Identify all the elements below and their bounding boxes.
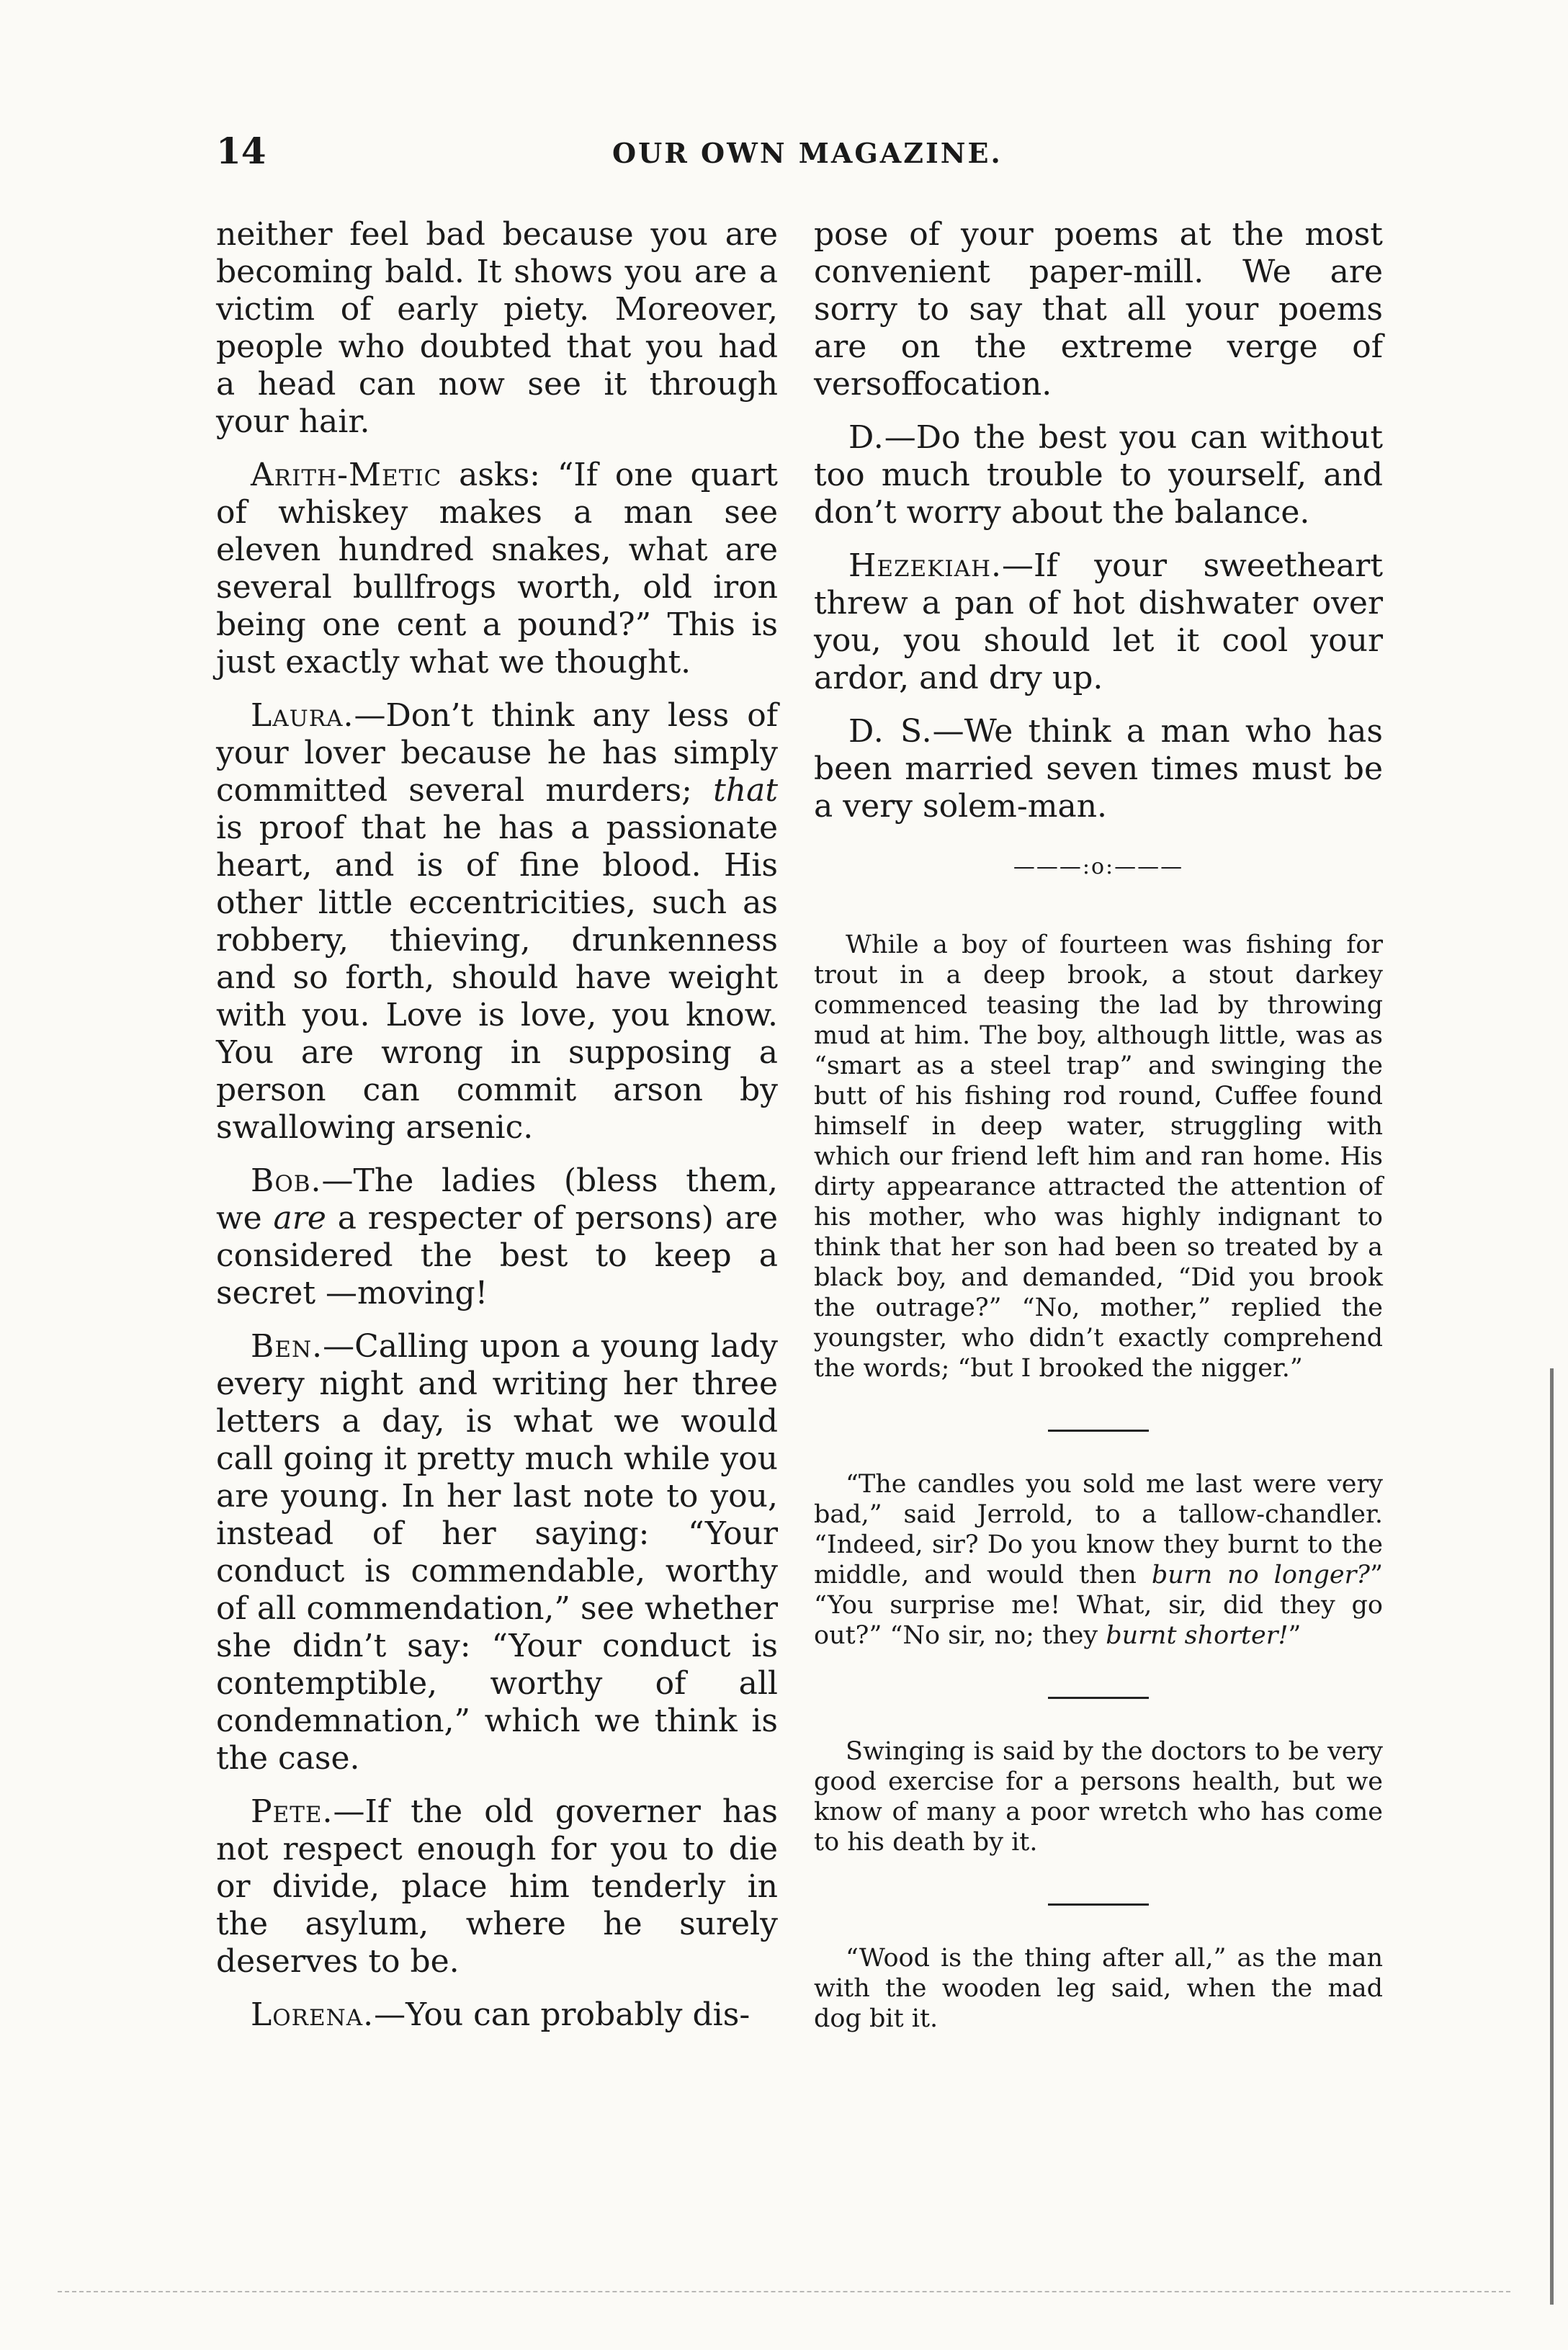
emphasis: burn no longer? <box>1151 1561 1371 1589</box>
correspondent-name: Ben. <box>251 1328 323 1365</box>
correspondent-name: Pete. <box>251 1793 333 1830</box>
answer-text: —We think a man who has been married seven times must be a very solem-man. <box>814 713 1383 825</box>
answer-text: is proof that he has a passionate heart, and is of fine blood. His other little eccentricities, such as robbery, thieving, drunkenness and so forth, should have weight with you. Love is love, you know. You are wrong in supposing a person can commit arson by swallowing arsenic. <box>216 810 778 1146</box>
section-divider: ———:o:——— <box>1013 854 1184 879</box>
paragraph <box>814 547 1383 697</box>
correspondent-name: Laura. <box>251 697 354 734</box>
paragraph <box>814 419 1383 532</box>
answer-text: a respecter of persons) are considered the best to keep a secret —moving! <box>216 1200 779 1311</box>
emphasis: burnt shorter! <box>1106 1621 1289 1650</box>
answer-text: —Calling upon a young lady every night and writing her three letters a day, is what we would call going it pretty much while you are young. In her last note to you, instead of her saying: “Your conduct is commendable, worthy of all commendation,” see whether she didn’t say: “Your conduct is contemptible, worthy of all condemnation,” which we think is the case. <box>216 1328 778 1777</box>
anecdote-text: ” <box>1288 1621 1302 1650</box>
paragraph <box>216 1162 778 1312</box>
correspondent-name: Hezekiah. <box>848 547 1002 584</box>
paragraph: pose of your poems at the most convenient paper-mill. We are sorry to say that all your poems are on the extreme verge of versoffocation. <box>814 216 1383 403</box>
correspondent-name: D. S. <box>848 713 933 750</box>
separator-rule <box>1048 1430 1149 1432</box>
scan-artifact <box>58 2291 1510 2321</box>
answer-text: asks: “If one quart of whiskey makes a man see eleven hundred snakes, what are several bullfrogs worth, old iron being one cent a pound?” This is just exactly what we thought. <box>216 457 778 681</box>
correspondent-name: D. <box>848 419 884 456</box>
page-number: 14 <box>216 130 266 172</box>
emphasis: are <box>273 1200 326 1237</box>
answer-text: —If your sweetheart threw a pan of hot dishwater over you, you should let it cool your ardor, and dry up. <box>814 547 1383 696</box>
paragraph <box>814 713 1383 825</box>
anecdotes <box>814 930 1383 2034</box>
anecdote: Swinging is said by the doctors to be very good exercise for a persons health, but we know of many a poor wretch who has come to his death by it. <box>814 1737 1383 1857</box>
anecdote <box>814 1469 1383 1651</box>
correspondent-name: Bob. <box>251 1162 322 1199</box>
separator-rule <box>1048 1697 1149 1699</box>
correspondent-name: Arith-Metic <box>251 457 442 493</box>
paragraph <box>216 697 778 1147</box>
running-head: OUR OWN MAGAZINE. <box>612 137 1003 169</box>
separator-rule <box>1048 1903 1149 1906</box>
paragraph <box>216 1793 778 1981</box>
paragraph <box>216 1328 778 1777</box>
left-column <box>216 216 778 2050</box>
right-column <box>814 216 1383 2050</box>
paragraph <box>216 457 778 681</box>
answer-text: —If the old governer has not respect enough for you to die or divide, place him tenderly in the asylum, where he surely deserves to be. <box>216 1793 778 1980</box>
answer-text: —Don’t think any less of your lover because he has simply committed several murders; <box>216 697 778 809</box>
paragraph: neither feel bad because you are becoming bald. It shows you are a victim of early piety. Moreover, people who doubted that you had a head can now see it through your hair. <box>216 216 778 440</box>
answer-text: —You can probably dis- <box>374 1996 751 2033</box>
page-edge-shadow <box>1550 1368 1554 2305</box>
answer-text: —Do the best you can without too much trouble to yourself, and don’t worry about the balance. <box>814 419 1383 531</box>
anecdote-text: “The candles you sold me last were very bad,” said Jerrold, to a tallow-chandler. “Indeed, sir? Do you know they burnt to the middle, and would then <box>814 1470 1383 1589</box>
anecdote: “Wood is the thing after all,” as the man with the wooden leg said, when the mad dog bit it. <box>814 1944 1383 2033</box>
answer-text: —The ladies (bless them, we <box>216 1162 778 1237</box>
correspondent-name: Lorena. <box>251 1996 375 2033</box>
emphasis: that <box>713 772 778 809</box>
anecdote-text: ” “You surprise me! What, sir, did they go out?” “No sir, no; they <box>814 1561 1383 1650</box>
paragraph <box>216 1996 778 2034</box>
anecdote: While a boy of fourteen was fishing for trout in a deep brook, a stout darkey commenced teasing the lad by throwing mud at him. The boy, although little, was as “smart as a steel trap” and swinging the butt of his fishing rod round, Cuffee found himself in deep water, struggling with which our friend left him and ran home. His dirty appearance attracted the attention of his mother, who was highly indignant to think that her son had been so treated by a black boy, and demanded, “Did you brook the outrage?” “No, mother,” replied the youngster, who didn’t exactly comprehend the words; “but I brooked the nigger.” <box>814 930 1383 1383</box>
